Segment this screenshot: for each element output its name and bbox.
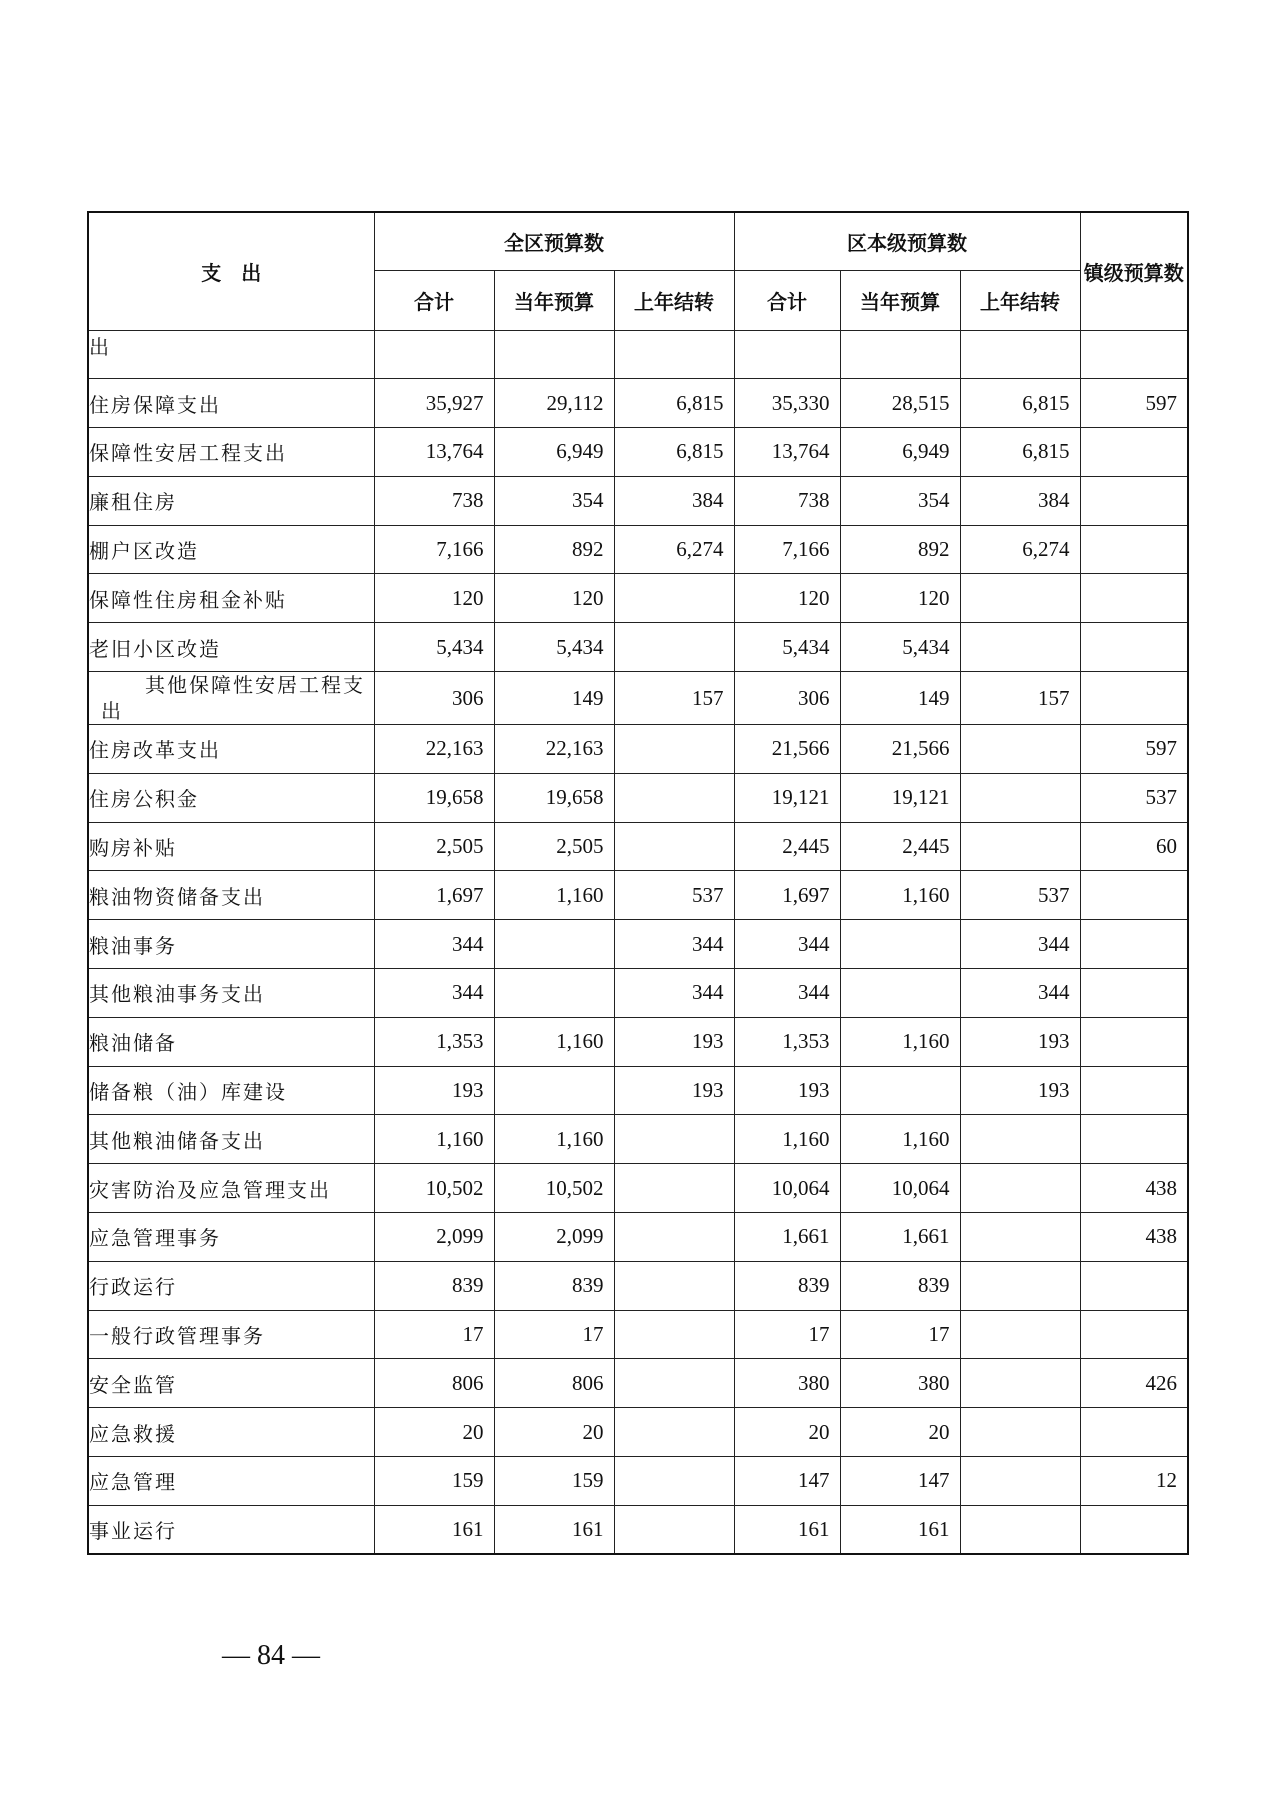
row-value [960,1408,1080,1457]
row-value [960,1115,1080,1164]
row-value [734,330,840,379]
row-value: 22,163 [494,725,614,774]
row-value: 20 [494,1408,614,1457]
table-row [88,1359,1188,1408]
row-value [1080,1066,1188,1115]
row-value: 17 [374,1310,494,1359]
row-value: 2,505 [494,822,614,871]
row-value: 839 [374,1261,494,1310]
table-body [88,330,1188,1554]
row-value: 344 [374,969,494,1018]
row-label: 住房改革支出 [88,725,374,774]
table-row [88,623,1188,672]
row-value: 384 [960,476,1080,525]
row-value: 60 [1080,822,1188,871]
table-row [88,525,1188,574]
table-row [88,1310,1188,1359]
header-total-carryover: 上年结转 [614,270,734,330]
row-value [494,1066,614,1115]
row-value: 159 [494,1457,614,1506]
row-value: 159 [374,1457,494,1506]
row-value: 161 [494,1505,614,1554]
row-value: 344 [734,920,840,969]
row-value: 157 [614,672,734,725]
table-row [88,330,1188,379]
row-value: 193 [614,1017,734,1066]
row-value: 6,949 [840,428,960,477]
row-value [614,623,734,672]
row-value: 10,064 [734,1164,840,1213]
row-value [960,623,1080,672]
header-district-subtotal: 合计 [734,270,840,330]
row-value: 149 [840,672,960,725]
row-value [960,1310,1080,1359]
row-value [840,1066,960,1115]
row-value: 20 [734,1408,840,1457]
row-value: 10,502 [374,1164,494,1213]
row-value: 193 [734,1066,840,1115]
header-expenditure: 支 出 [88,212,374,330]
row-value [1080,1310,1188,1359]
row-value: 597 [1080,379,1188,428]
row-label: 老旧小区改造 [88,623,374,672]
row-value: 1,661 [840,1213,960,1262]
row-label: 储备粮（油）库建设 [88,1066,374,1115]
row-value: 839 [734,1261,840,1310]
row-value: 35,927 [374,379,494,428]
row-value [614,1359,734,1408]
row-value [1080,574,1188,623]
row-value: 19,121 [840,773,960,822]
row-value: 20 [840,1408,960,1457]
row-value: 537 [1080,773,1188,822]
row-value: 344 [960,969,1080,1018]
table-row [88,1505,1188,1554]
row-value: 537 [960,871,1080,920]
row-value: 20 [374,1408,494,1457]
row-value: 1,697 [374,871,494,920]
row-value [960,330,1080,379]
row-value: 149 [494,672,614,725]
table-row [88,1457,1188,1506]
row-value [960,1505,1080,1554]
row-value: 6,815 [960,379,1080,428]
row-value: 344 [614,969,734,1018]
row-value: 344 [614,920,734,969]
row-value: 120 [374,574,494,623]
row-value: 1,160 [494,871,614,920]
row-value: 17 [494,1310,614,1359]
row-value: 1,160 [494,1115,614,1164]
row-value: 19,658 [494,773,614,822]
header-district-carryover: 上年结转 [960,270,1080,330]
row-value [614,1457,734,1506]
row-value [960,1164,1080,1213]
row-value: 380 [840,1359,960,1408]
row-value: 147 [840,1457,960,1506]
row-value: 839 [494,1261,614,1310]
row-value: 6,274 [960,525,1080,574]
row-value [494,920,614,969]
row-value [960,822,1080,871]
row-value: 5,434 [494,623,614,672]
row-label: 应急管理事务 [88,1213,374,1262]
row-label: 购房补贴 [88,822,374,871]
row-value [1080,623,1188,672]
row-value: 6,815 [960,428,1080,477]
row-value [1080,1408,1188,1457]
row-label: 保障性住房租金补贴 [88,574,374,623]
row-value: 193 [960,1066,1080,1115]
row-value: 193 [374,1066,494,1115]
row-label: 出 [88,330,374,379]
row-label: 住房公积金 [88,773,374,822]
row-value: 28,515 [840,379,960,428]
row-value [840,969,960,1018]
row-value [960,773,1080,822]
row-value: 6,815 [614,428,734,477]
row-value: 6,274 [614,525,734,574]
row-value: 2,099 [494,1213,614,1262]
row-value [614,1505,734,1554]
row-value: 892 [494,525,614,574]
row-value: 2,099 [374,1213,494,1262]
row-value [1080,871,1188,920]
row-value: 597 [1080,725,1188,774]
table-row [88,1115,1188,1164]
row-value: 29,112 [494,379,614,428]
header-district-total: 全区预算数 [374,212,734,270]
row-value [614,1213,734,1262]
row-value [840,330,960,379]
table-row [88,379,1188,428]
row-value: 147 [734,1457,840,1506]
table-row [88,1164,1188,1213]
row-value: 161 [840,1505,960,1554]
row-value: 806 [374,1359,494,1408]
row-value [614,1310,734,1359]
row-value [1080,1115,1188,1164]
row-value: 354 [494,476,614,525]
row-value [960,1457,1080,1506]
row-label: 行政运行 [88,1261,374,1310]
row-value [1080,1505,1188,1554]
row-value [614,330,734,379]
row-value: 17 [840,1310,960,1359]
row-value: 1,160 [840,1115,960,1164]
table-row [88,476,1188,525]
row-label: 灾害防治及应急管理支出 [88,1164,374,1213]
row-value: 1,160 [734,1115,840,1164]
row-label: 住房保障支出 [88,379,374,428]
row-value: 120 [734,574,840,623]
row-value [960,574,1080,623]
row-value: 193 [960,1017,1080,1066]
row-value: 806 [494,1359,614,1408]
row-label: 应急救援 [88,1408,374,1457]
row-value [1080,1017,1188,1066]
row-value: 5,434 [374,623,494,672]
row-value: 1,160 [840,1017,960,1066]
row-value: 438 [1080,1213,1188,1262]
row-value: 35,330 [734,379,840,428]
row-label: 一般行政管理事务 [88,1310,374,1359]
table-header [88,212,1188,330]
row-value: 21,566 [840,725,960,774]
row-label: 事业运行 [88,1505,374,1554]
row-value: 2,445 [734,822,840,871]
row-label: 安全监管 [88,1359,374,1408]
header-district-current-year: 当年预算 [840,270,960,330]
row-value: 157 [960,672,1080,725]
row-value [960,1359,1080,1408]
table-row [88,574,1188,623]
row-value [1080,525,1188,574]
row-value: 22,163 [374,725,494,774]
table-row [88,822,1188,871]
row-value [614,773,734,822]
row-value: 344 [734,969,840,1018]
row-value: 306 [374,672,494,725]
row-label: 其他保障性安居工程支出 [88,672,374,725]
row-value: 380 [734,1359,840,1408]
row-value: 839 [840,1261,960,1310]
row-value: 161 [374,1505,494,1554]
row-value [614,822,734,871]
table-row [88,672,1188,725]
row-label: 粮油储备 [88,1017,374,1066]
row-value: 1,697 [734,871,840,920]
header-total-subtotal: 合计 [374,270,494,330]
row-label: 其他粮油储备支出 [88,1115,374,1164]
table-row [88,1261,1188,1310]
row-value: 426 [1080,1359,1188,1408]
row-label: 粮油事务 [88,920,374,969]
row-value: 1,160 [374,1115,494,1164]
header-total-current-year: 当年预算 [494,270,614,330]
row-value: 10,502 [494,1164,614,1213]
row-value: 1,661 [734,1213,840,1262]
row-value: 1,353 [734,1017,840,1066]
row-value: 161 [734,1505,840,1554]
table-row [88,871,1188,920]
row-value: 19,658 [374,773,494,822]
row-value [614,574,734,623]
row-value [960,1261,1080,1310]
row-value: 1,160 [494,1017,614,1066]
row-value: 7,166 [374,525,494,574]
row-value: 13,764 [374,428,494,477]
row-value: 892 [840,525,960,574]
row-value: 344 [960,920,1080,969]
table-row [88,725,1188,774]
row-value: 17 [734,1310,840,1359]
row-value: 354 [840,476,960,525]
row-value: 5,434 [840,623,960,672]
row-value: 7,166 [734,525,840,574]
row-value [1080,1261,1188,1310]
table-row [88,428,1188,477]
row-value [1080,920,1188,969]
row-label: 粮油物资储备支出 [88,871,374,920]
row-value: 5,434 [734,623,840,672]
row-value [840,920,960,969]
row-value [614,1408,734,1457]
table-row [88,1408,1188,1457]
table-row [88,969,1188,1018]
row-value: 19,121 [734,773,840,822]
row-value [1080,428,1188,477]
row-value: 438 [1080,1164,1188,1213]
row-value [960,725,1080,774]
row-value [1080,969,1188,1018]
row-value: 738 [374,476,494,525]
header-town-level: 镇级预算数 [1080,212,1188,330]
row-value: 344 [374,920,494,969]
row-value: 6,815 [614,379,734,428]
row-value: 1,160 [840,871,960,920]
page-number: — 84 — [222,1640,320,1671]
row-value [374,330,494,379]
row-label: 棚户区改造 [88,525,374,574]
row-value: 2,505 [374,822,494,871]
row-value [614,725,734,774]
row-value: 738 [734,476,840,525]
row-value: 13,764 [734,428,840,477]
row-label: 应急管理 [88,1457,374,1506]
row-value: 12 [1080,1457,1188,1506]
row-value [614,1164,734,1213]
row-value [1080,476,1188,525]
row-value: 21,566 [734,725,840,774]
row-value: 537 [614,871,734,920]
row-value: 120 [840,574,960,623]
row-value: 2,445 [840,822,960,871]
header-district-level: 区本级预算数 [734,212,1080,270]
row-value [614,1261,734,1310]
row-value [1080,330,1188,379]
table-row [88,1213,1188,1262]
table-row [88,920,1188,969]
table-row [88,773,1188,822]
row-value [614,1115,734,1164]
table-row [88,1017,1188,1066]
row-value: 1,353 [374,1017,494,1066]
row-value [494,330,614,379]
row-label: 廉租住房 [88,476,374,525]
row-value: 120 [494,574,614,623]
row-value: 6,949 [494,428,614,477]
row-label: 保障性安居工程支出 [88,428,374,477]
row-value [494,969,614,1018]
row-value: 193 [614,1066,734,1115]
row-value [960,1213,1080,1262]
table-row [88,1066,1188,1115]
row-value [1080,672,1188,725]
row-value: 10,064 [840,1164,960,1213]
row-label: 其他粮油事务支出 [88,969,374,1018]
budget-table [87,211,1189,1555]
row-value: 384 [614,476,734,525]
row-value: 306 [734,672,840,725]
